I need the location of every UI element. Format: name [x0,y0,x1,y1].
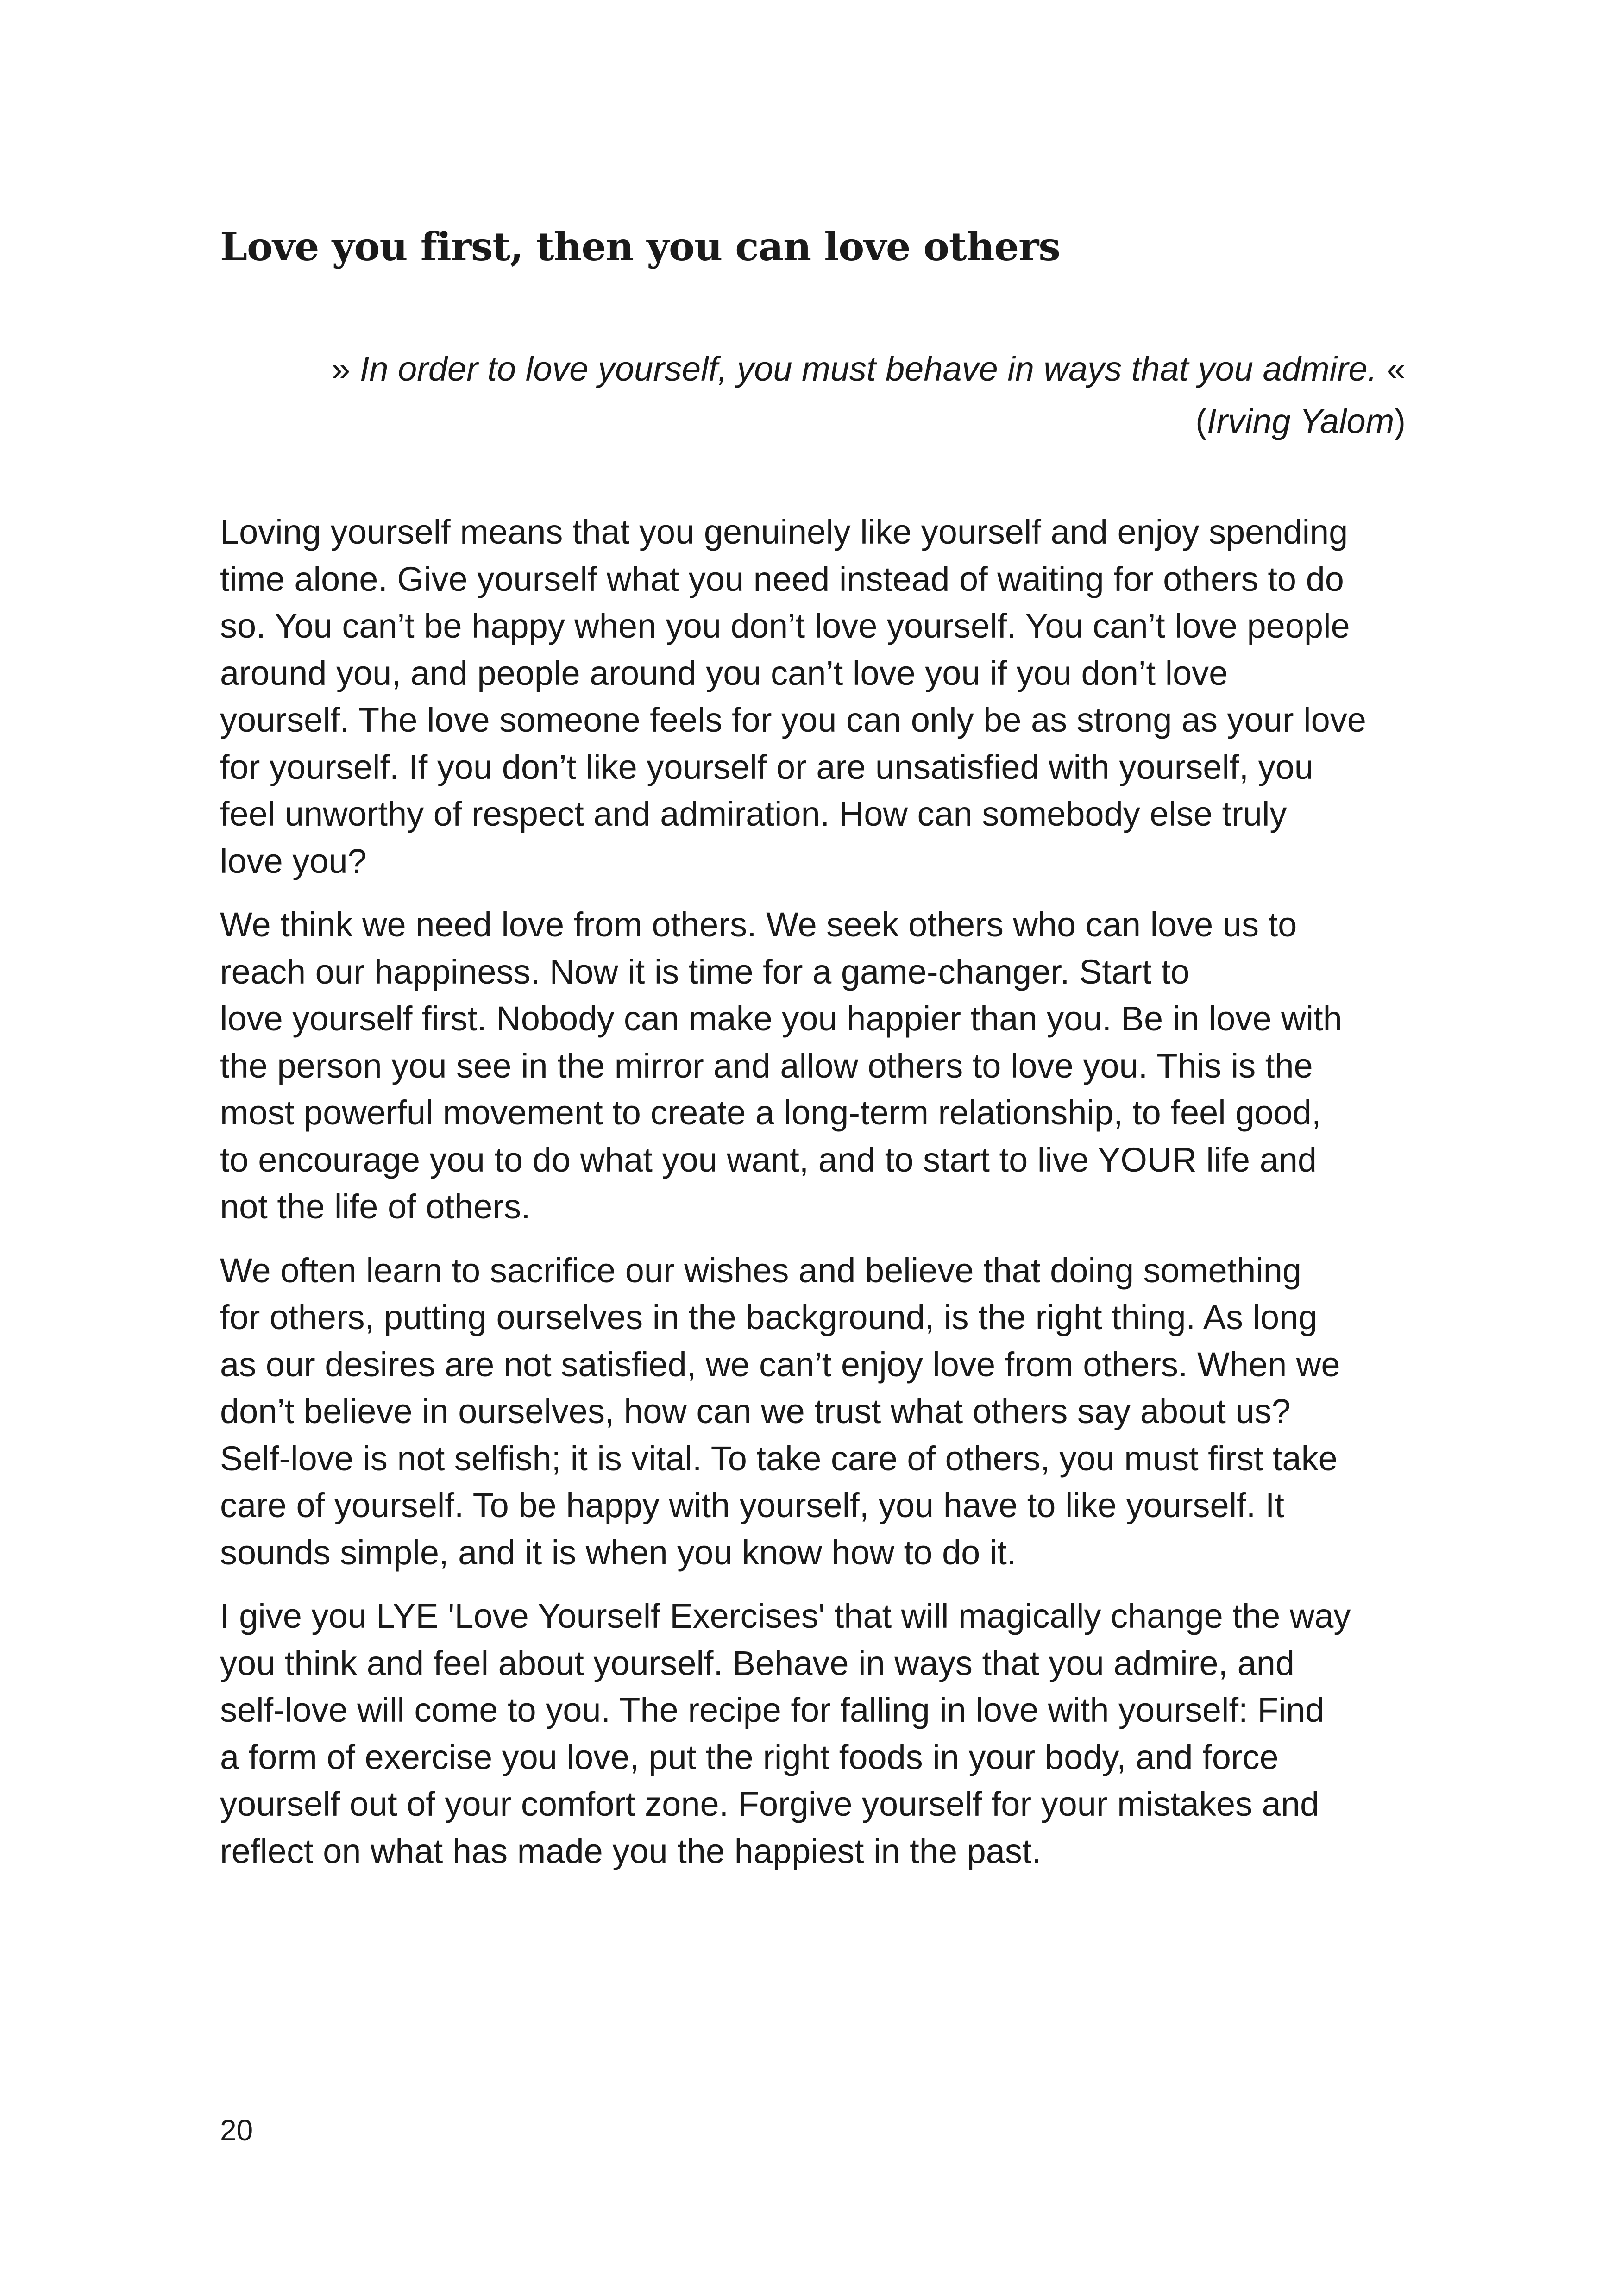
paragraph-line: reach our happiness. Now it is time for a game-changer. Start to [220,952,1190,991]
paragraph-line: you think and feel about yourself. Behave in ways that you admire, and [220,1644,1295,1682]
body-paragraph [220,1593,1406,1875]
epigraph-quote-line [306,343,1406,395]
paragraph-line: the person you see in the mirror and allow others to love you. This is the [220,1046,1313,1085]
paragraph-line: not the life of others. [220,1187,531,1226]
paragraph-line: care of yourself. To be happy with yourself, you have to like yourself. It [220,1486,1284,1524]
paragraph-line: as our desires are not satisfied, we can’t enjoy love from others. When we [220,1345,1340,1384]
body-paragraph [220,508,1406,885]
paragraph-line: time alone. Give yourself what you need instead of waiting for others to do [220,559,1344,598]
paragraph-line: sounds simple, and it is when you know how to do it. [220,1533,1017,1572]
epigraph-attribution [306,395,1406,447]
body-text [220,508,1406,1891]
paragraph-line: most powerful movement to create a long-term relationship, to feel good, [220,1093,1321,1132]
paragraph-line: feel unworthy of respect and admiration. How can somebody else truly [220,795,1287,833]
quote-open-mark: » [331,350,360,388]
paragraph-line: yourself out of your comfort zone. Forgive yourself for your mistakes and [220,1785,1319,1823]
quote-author: Irving Yalom [1206,402,1395,440]
paragraph-line: self-love will come to you. The recipe for falling in love with yourself: Find [220,1691,1325,1729]
paragraph-line: around you, and people around you can’t love you if you don’t love [220,653,1228,692]
body-paragraph [220,1247,1406,1576]
paragraph-line: We often learn to sacrifice our wishes and believe that doing something [220,1251,1302,1290]
epigraph-quote [306,343,1406,447]
paragraph-line: love yourself first. Nobody can make you happier than you. Be in love with [220,999,1342,1038]
paragraph-line: yourself. The love someone feels for you can only be as strong as your love [220,701,1366,739]
quote-text: In order to love yourself, you must behave in ways that you admire. [359,350,1377,388]
attribution-close: ) [1394,402,1406,440]
paragraph-line: love you? [220,841,367,880]
paragraph-line: a form of exercise you love, put the right foods in your body, and force [220,1738,1279,1776]
paragraph-line: reflect on what has made you the happiest in the past. [220,1832,1042,1870]
paragraph-line: We think we need love from others. We seek others who can love us to [220,905,1297,944]
attribution-open: ( [1195,402,1207,440]
paragraph-line: so. You can’t be happy when you don’t love yourself. You can’t love people [220,607,1350,645]
paragraph-line: Self-love is not selfish; it is vital. To take care of others, you must first take [220,1439,1338,1478]
paragraph-line: don’t believe in ourselves, how can we trust what others say about us? [220,1392,1291,1430]
paragraph-line: for others, putting ourselves in the background, is the right thing. As long [220,1298,1318,1336]
paragraph-line: I give you LYE 'Love Yourself Exercises' that will magically change the way [220,1597,1351,1635]
body-paragraph [220,901,1406,1230]
paragraph-line: for yourself. If you don’t like yourself or are unsatisfied with yourself, you [220,747,1313,786]
paragraph-line: to encourage you to do what you want, and to start to live YOUR life and [220,1140,1317,1179]
chapter-heading: Love you first, then you can love others [220,224,1060,270]
page-number: 20 [220,2114,253,2147]
paragraph-line: Loving yourself means that you genuinely like yourself and enjoy spending [220,513,1348,551]
quote-close-mark: « [1377,350,1406,388]
